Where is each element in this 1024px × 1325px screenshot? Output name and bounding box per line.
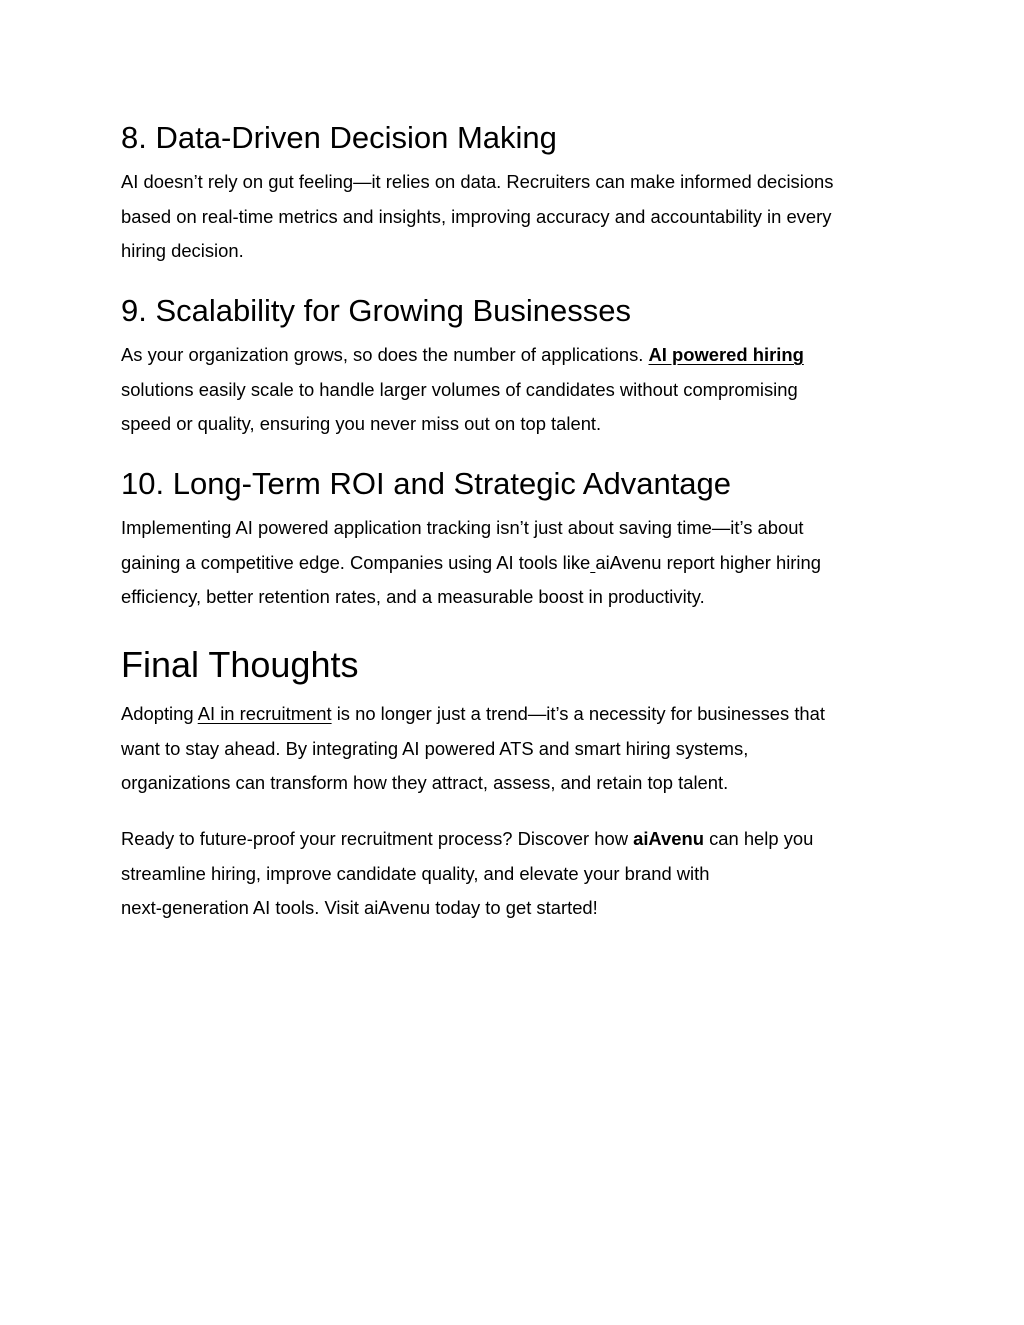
section-8-line-3: hiring decision. bbox=[121, 240, 244, 261]
final-p2-line-3: next-generation AI tools. Visit aiAvenu today to get started! bbox=[121, 897, 598, 918]
final-paragraph-1 bbox=[121, 697, 911, 801]
ai-in-recruitment-link[interactable]: AI in recruitment bbox=[197, 703, 332, 724]
final-p1-before: Adopting bbox=[121, 703, 198, 724]
final-p1-line-1 bbox=[121, 697, 911, 732]
final-p2-line-1 bbox=[121, 822, 911, 857]
section-9-line-1-text: As your organization grows, so does the number of applications. bbox=[121, 344, 649, 365]
section-8-paragraph bbox=[121, 165, 911, 269]
section-10-line-2-text: gaining a competitive edge. Companies using AI tools like bbox=[121, 551, 591, 573]
final-paragraph-2 bbox=[121, 822, 911, 926]
section-9-line-1 bbox=[121, 338, 911, 373]
section-8-line-1: AI doesn’t rely on gut feeling—it relies on data. Recruiters can make informed decisions bbox=[121, 171, 834, 192]
section-9-paragraph bbox=[121, 338, 911, 442]
section-10-line-2 bbox=[121, 546, 911, 581]
section-9-line-2: solutions easily scale to handle larger volumes of candidates without compromising bbox=[121, 378, 798, 400]
final-p2-line-2: streamline hiring, improve candidate quality, and elevate your brand with bbox=[121, 862, 710, 884]
section-9-line-3: speed or quality, ensuring you never miss out on top talent. bbox=[121, 413, 602, 434]
section-10-paragraph bbox=[121, 511, 911, 615]
final-thoughts-heading: Final Thoughts bbox=[121, 644, 359, 685]
final-p1-line-2: want to stay ahead. By integrating AI powered ATS and smart hiring systems, bbox=[121, 737, 749, 759]
section-10-line-2-after: aiAvenu report higher hiring bbox=[595, 551, 821, 573]
aiavenu-brand: aiAvenu bbox=[633, 828, 704, 849]
final-p1-line-3: organizations can transform how they attract, assess, and retain top talent. bbox=[121, 772, 729, 793]
final-p2-before: Ready to future-proof your recruitment process? Discover how bbox=[121, 828, 634, 849]
section-10-line-1: Implementing AI powered application tracking isn’t just about saving time—it’s about bbox=[121, 517, 804, 538]
final-p1-after: is no longer just a trend—it’s a necessity for businesses that bbox=[331, 703, 825, 724]
section-8-line-2: based on real-time metrics and insights, improving accuracy and accountability in every bbox=[121, 205, 832, 227]
section-8-heading: 8. Data-Driven Decision Making bbox=[121, 120, 557, 155]
section-9-heading: 9. Scalability for Growing Businesses bbox=[121, 293, 632, 328]
final-p2-after: can help you bbox=[703, 828, 814, 849]
section-10-line-3: efficiency, better retention rates, and a measurable boost in productivity. bbox=[121, 586, 705, 607]
ai-powered-hiring-link[interactable]: AI powered hiring bbox=[648, 344, 804, 365]
section-10-heading: 10. Long-Term ROI and Strategic Advantage bbox=[121, 466, 732, 501]
